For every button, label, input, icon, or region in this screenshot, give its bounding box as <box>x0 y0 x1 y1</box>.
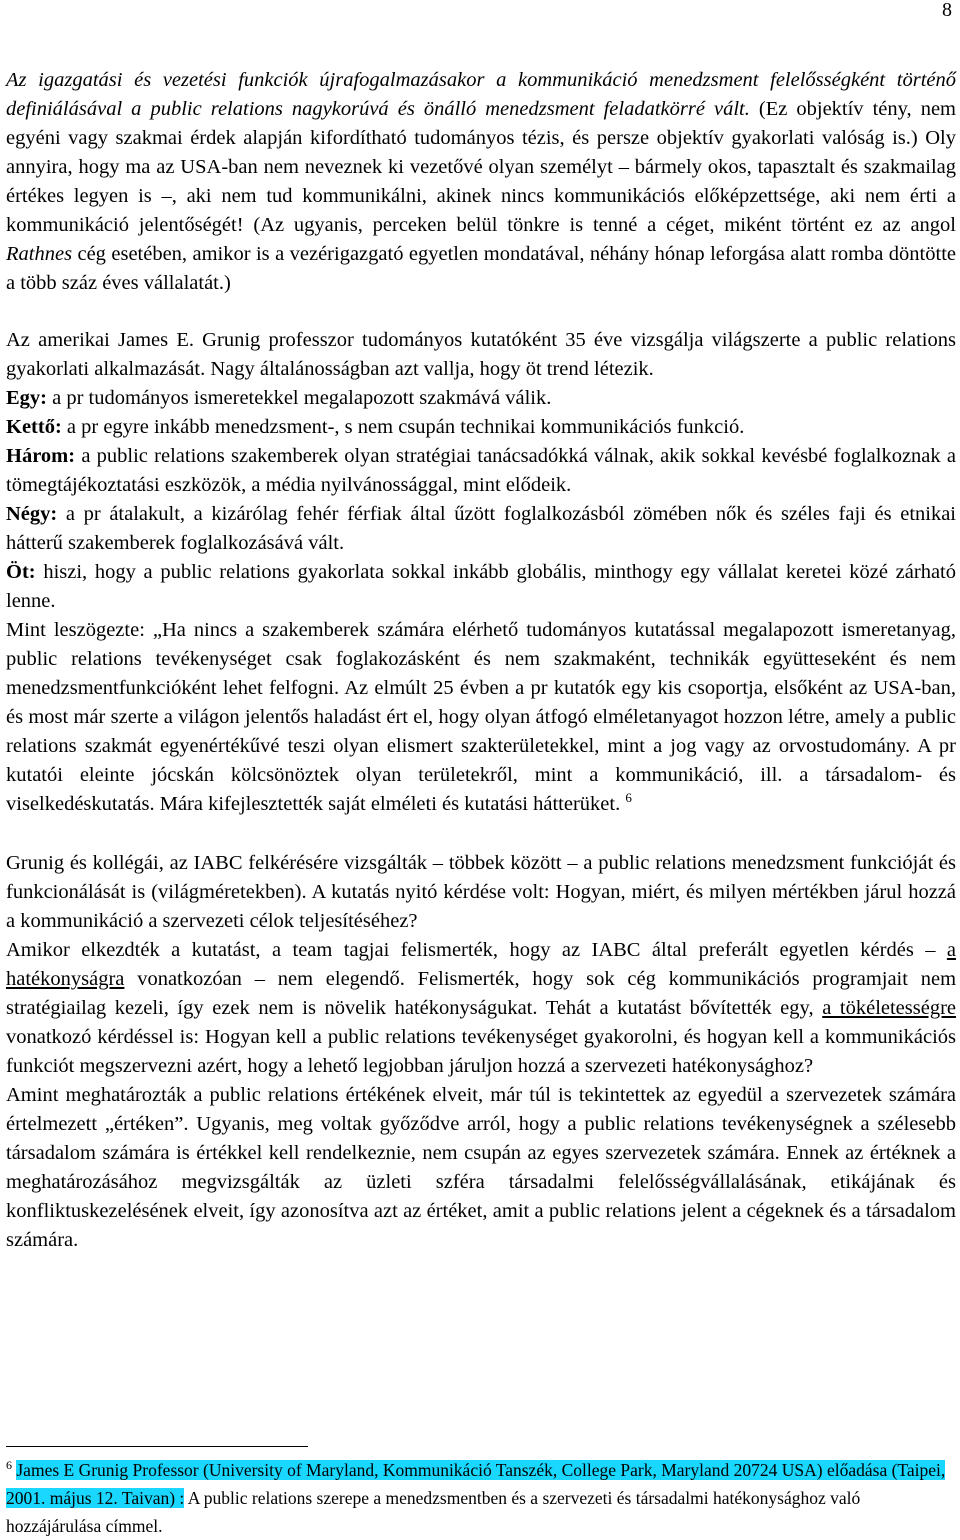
trend-text: a pr tudományos ismeretekkel megalapozott szakmává válik. <box>52 387 552 409</box>
rathnes-name: Rathnes <box>6 243 73 265</box>
research-text-b: vonatkozóan – nem elegendő. Felismerték, hogy sok cég kommunikációs programjait nem stratégiailag kezeli, így ezek nem is növelik hatékonyságukat. Tehát a kutatást bővítették egy, <box>6 968 957 1019</box>
trend-label: Öt: <box>6 561 36 583</box>
footnote-text <box>6 1456 956 1540</box>
footnote <box>6 1456 956 1540</box>
page-number: 8 <box>942 0 952 21</box>
footnote-separator <box>6 1446 308 1447</box>
underlined-term: a hatékonyságra <box>6 939 956 990</box>
trend-item <box>6 500 956 558</box>
quote-text: Mint leszögezte: „Ha nincs a szakemberek számára elérhető tudományos kutatással megalapozott ismeretanyag, public relations tevékenységet csak foglakozásként és nem szakmaként, technikák együtteseként és nem menedzsmentfunkcióként lehet felfogni. Az elmúlt 25 évben a pr kutatók egy kis csoportja, elsőként az USA-ban, és most már szerte a világon jelentős haladást ért el, hogy olyan átfogó elméletanyagot hozzon létre, amely a public relations szakmát egyenértékűvé teszi olyan elismert szakterületekkel, mint a jog vagy az orvostudomány. A pr kutatói eleinte jócskán kölcsönöztek olyan területekről, mint a kommunikáció, ill. a társadalom- és viselkedéskutatás. Mára kifejlesztették saját elméleti és kutatási hátterüket. <box>6 619 956 815</box>
page-body <box>6 66 956 1255</box>
footnote-reference[interactable]: 6 <box>625 790 632 805</box>
trend-item <box>6 442 956 500</box>
footnote-number: 6 <box>6 1458 12 1472</box>
research-text-a: Amikor elkezdték a kutatást, a team tagjai felismerték, hogy az IABC által preferált egyetlen kérdés – <box>6 939 936 961</box>
grunig-paragraph: Az amerikai James E. Grunig professzor tudományos kutatóként 35 éve vizsgálja világszerte a public relations gyakorlati alkalmazását. Nagy általánosságban azt vallja, hogy öt trend létezik. <box>6 329 956 380</box>
trend-item <box>6 384 956 413</box>
trend-label: Négy: <box>6 503 58 525</box>
intro-italic-text: Az igazgatási és vezetési funkciók újrafogalmazásakor a kommunikáció menedzsment felelősségként történő definiálásával a public relations nagykorúvá és önálló menedzsment feladatkörré vált. <box>6 69 956 120</box>
footnote-highlighted-text: James E Grunig Professor (University of Maryland, Kommunikáció Tanszék, College Park, Maryland 20724 USA) előadása (Taipei, 2001. május 12. Taivan) : <box>6 1460 946 1508</box>
trend-text: a pr átalakult, a kizárólag fehér férfiak által űzött foglalkozásból zömében nők és széles faji és etnikai hátterű szakemberek foglalkozásává vált. <box>6 503 956 554</box>
iabc-paragraph: Grunig és kollégái, az IABC felkérésére vizsgálták – többek között – a public relations menedzsment funkcióját és funkcionálását is (világméretekben). A kutatás nyitó kérdése volt: Hogyan, miért, és milyen mértékben járul hozzá a kommunikáció a szervezeti célok teljesítéséhez? <box>6 852 956 932</box>
quote-paragraph <box>6 616 956 819</box>
research-paragraph <box>6 936 956 1081</box>
footnote-plain-text: A public relations szerepe a menedzsmentben és a szervezeti és társadalmi hatékonysághoz való hozzájárulása címmel. <box>6 1488 861 1536</box>
research-text-c: vonatkozó kérdéssel is: Hogyan kell a public relations tevékenységet gyakorolni, és hogyan kell a kommunikációs funkciót megszervezni azért, hogy a lehető legjobban járuljon hozzá a szervezeti hatékonysághoz? <box>6 1026 956 1077</box>
intro-text-a: (Ez objektív tény, nem egyéni vagy szakmai érdek alapján kifordítható tudományos tézis, és persze objektív gyakorlati valóság is.) Oly annyira, hogy ma az USA-ban nem neveznek ki vezetővé olyan személyt – bármely okos, tapasztalt és szakmailag értékes legyen is –, aki nem tud kommunikálni, akinek nincs kommunikációs előképzettsége, aki nem érti a kommunikáció jelentőségét! (Az ugyanis, perceken belül tönkre is tenné a céget, miként történt ez az angol <box>6 98 957 236</box>
underlined-term: a tökéletességre <box>822 997 957 1019</box>
trend-label: Egy: <box>6 387 47 409</box>
trend-text: hiszi, hogy a public relations gyakorlata sokkal inkább globális, minthogy egy vállalat keretei közé zárható lenne. <box>6 561 957 612</box>
value-paragraph: Amint meghatározták a public relations értékének elveit, már túl is tekintettek az egyedül a szervezetek számára értelmezett „értéken”. Ugyanis, meg voltak győződve arról, hogy a public relations tevékenységnek a szélesebb társadalom számára is értékkel kell rendelkeznie, nem csupán az egyes szervezetek számára. Ennek az értéknek a meghatározásához megvizsgálták az üzleti szféra társadalmi felelősségvállalásának, etikájának és konfliktuskezelésének elveit, így azonosítva azt az értéket, amit a public relations jelent a cégeknek és a társadalom számára. <box>6 1084 956 1251</box>
trend-label: Három: <box>6 445 76 467</box>
trend-text: a pr egyre inkább menedzsment-, s nem csupán technikai kommunikációs funkció. <box>66 416 745 438</box>
trend-item <box>6 413 956 442</box>
trend-item <box>6 558 956 616</box>
intro-text-b: cég esetében, amikor is a vezérigazgató egyetlen mondatával, néhány hónap leforgása alatt romba döntötte a több száz éves vállalatát.) <box>6 243 956 294</box>
trend-text: a public relations szakemberek olyan stratégiai tanácsadókká válnak, akik sokkal kevésbé foglalkoznak a tömegtájékoztatási eszközök, a média nyilvánossággal, mint elődeik. <box>6 445 956 496</box>
trend-label: Kettő: <box>6 416 62 438</box>
intro-paragraph <box>6 66 956 298</box>
